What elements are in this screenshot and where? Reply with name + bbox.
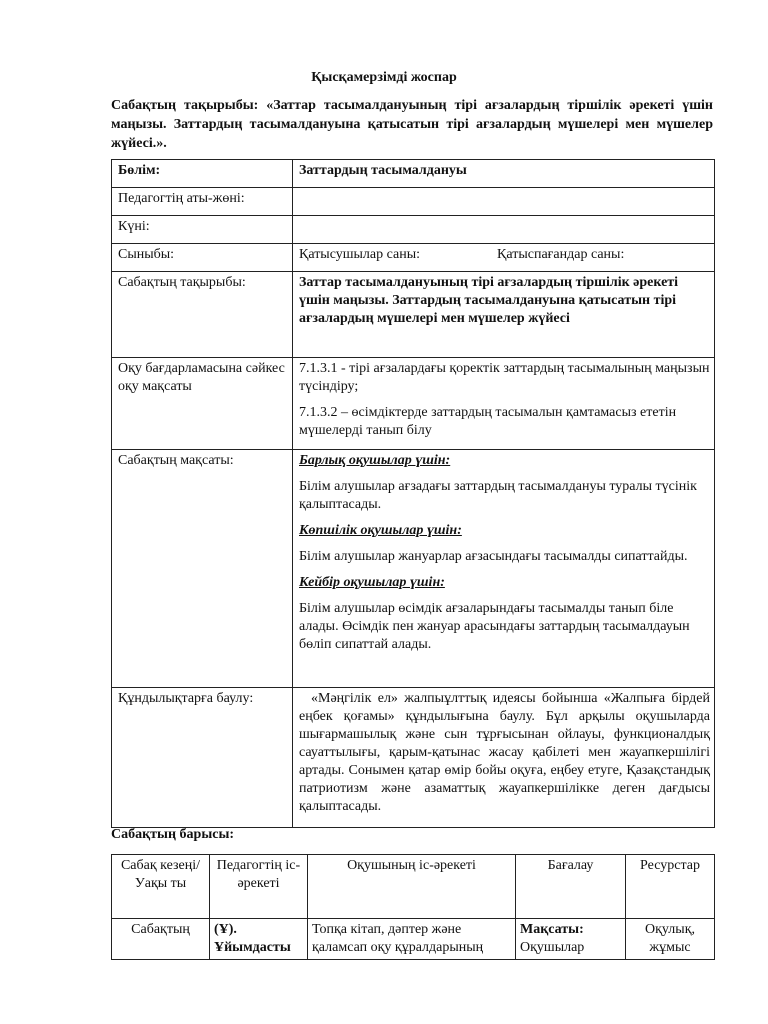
lesson-topic: Сабақтың тақырыбы: «Заттар тасымалдануының тірі ағзалардың тіршілік әрекеті үшін маңызы. Заттардың тасымалдануына қатысатын тірі ағзалардың мүшелері мен мүшелер жүйесі.».	[111, 98, 713, 151]
absent-count-label: Қатыспағандар саны:	[497, 247, 625, 262]
present-count-label: Қатысушылар саны:	[299, 247, 421, 262]
goal-some-heading: Кейбір оқушылар үшін:	[299, 575, 445, 590]
header-resources: Ресурстар	[626, 855, 715, 919]
objectives-cell	[293, 358, 715, 450]
lesson-progress-table	[111, 854, 715, 960]
goal-cell	[293, 450, 715, 688]
teacher-name-label: Педагогтің аты-жөні:	[112, 188, 293, 216]
section-label: Бөлім:	[112, 160, 293, 188]
row-teacher-activity: (Ұ). Ұйымдасты	[210, 919, 308, 960]
goal-most-heading: Көпшілік оқушылар үшін:	[299, 523, 462, 538]
row-stage: Сабақтың	[112, 919, 210, 960]
lesson-progress-heading: Сабақтың барысы:	[111, 827, 235, 842]
objective-item: 7.1.3.2 – өсімдіктерде заттардың тасымалын қамтамасыз ететін мүшелерді танып білу	[299, 405, 677, 438]
teacher-name-value	[293, 188, 715, 216]
lesson-plan-table	[111, 159, 715, 828]
section-value: Заттардың тасымалдануы	[293, 160, 715, 188]
attendance-cell	[293, 244, 715, 272]
objective-item: 7.1.3.1 - тірі ағзалардағы қоректік заттардың тасымалының маңызын түсіндіру;	[299, 361, 710, 394]
header-stage: Сабақ кезеңі/Уақы ты	[112, 855, 210, 919]
row-resources: Оқулық, жұмыс	[626, 919, 715, 960]
row-assessment	[516, 919, 626, 960]
goal-most-text: Білім алушылар жануарлар ағзасындағы тасымалды сипаттайды.	[299, 549, 688, 564]
header-teacher-activity: Педагогтің іс-әрекеті	[210, 855, 308, 919]
goal-all-heading: Барлық оқушылар үшін:	[299, 453, 451, 468]
values-label: Құндылықтарға баулу:	[112, 688, 293, 828]
class-label: Сыныбы:	[112, 244, 293, 272]
row-student-activity: Топқа кітап, дәптер және қаламсап оқу құралдарының	[308, 919, 516, 960]
date-label: Күні:	[112, 216, 293, 244]
date-value	[293, 216, 715, 244]
goal-some-text: Білім алушылар өсімдік ағзаларындағы тасымалды танып біле алады. Өсімдік пен жануар арасындағы заттардың тасымалдауын бөліп сипаттай алады.	[299, 601, 690, 652]
header-student-activity: Оқушының іс-әрекеті	[308, 855, 516, 919]
page-title: Қысқамерзімді жоспар	[311, 70, 457, 85]
assessment-text: Оқушылар	[520, 940, 585, 955]
objectives-label: Оқу бағдарламасына сәйкес оқу мақсаты	[112, 358, 293, 450]
header-assessment: Бағалау	[516, 855, 626, 919]
goal-all-text: Білім алушылар ағзадағы заттардың тасымалдануы туралы түсінік қалыптасады.	[299, 479, 697, 512]
goal-label: Сабақтың мақсаты:	[112, 450, 293, 688]
values-text: «Мәңгілік ел» жалпыұлттық идеясы бойынша «Жалпыға бірдей еңбек қоғамы» құндылығына баулу. Бұл арқылы оқушыларда шығармашылық және сын тұрғысынан ойлауы, функционалдық сауаттылығы, қарым-қатынас жасау қабілеті мен жауапкершілігі артады. Сонымен қатар өмір бойы оқуға, еңбеу етуге, Қазақстандық патриотизм және азаматтық жауапкершілікке деген дағдысы қалыптасады.	[293, 688, 715, 828]
topic-label: Сабақтың тақырыбы:	[112, 272, 293, 358]
assessment-label: Мақсаты:	[520, 922, 584, 937]
topic-value: Заттар тасымалдануының тірі ағзалардың тіршілік әрекеті үшін маңызы. Заттардың тасымалдануына қатысатын тірі ағзалардың мүшелері мен мүшелер жүйесі	[293, 272, 715, 358]
